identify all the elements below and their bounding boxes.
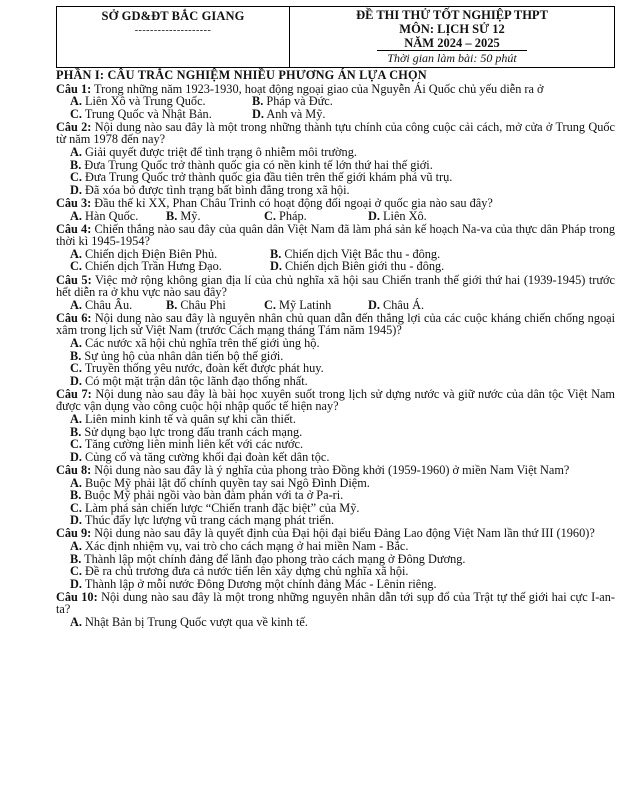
question-label: Câu 9: — [56, 526, 92, 541]
question-text: Nội dung nào sau đây là một trong những nguyên nhân dẫn tới sụp đổ của Trật tự thế giới hai cực I-an-ta? — [56, 589, 615, 617]
options-row — [56, 108, 615, 121]
question-label: Câu 7: — [56, 386, 92, 401]
exam-subject: MÔN: LỊCH SỬ 12 — [399, 22, 505, 36]
exam-header — [56, 6, 615, 68]
exam-title: ĐỀ THI THỬ TỐT NGHIỆP THPT — [356, 8, 548, 22]
option-c: C. Làm phá sản chiến lược “Chiến tranh đặc biệt” của Mỹ. — [70, 500, 360, 515]
question-4 — [56, 223, 615, 248]
org-underline: -------------------- — [134, 25, 212, 36]
option-a: A. Chiến dịch Điện Biên Phủ. — [70, 246, 218, 261]
question-text: Nội dung nào sau đây là ý nghĩa của phong trào Đồng khởi (1959-1960) ở miền Nam Việt Nam? — [91, 462, 570, 477]
option-a: A. Giải quyết được triệt để tình trạng ô nhiễm môi trường. — [70, 145, 357, 160]
option-b: B. Sự ủng hộ của nhân dân tiến bộ thế giới. — [70, 348, 284, 363]
question-2 — [56, 121, 615, 146]
question-text: Việc mở rộng không gian địa lí của chủ nghĩa xã hội sau Chiến tranh thế giới thứ hai (1939-1945) trước hết diễn ra ở khu vực nào sau đây? — [56, 272, 616, 300]
question-5 — [56, 274, 615, 299]
option-a: A. Nhật Bản bị Trung Quốc vượt qua về kinh tế. — [70, 615, 308, 630]
option-b: B. Đưa Trung Quốc trở thành quốc gia có nền kinh tế lớn thứ hai thế giới. — [70, 157, 433, 172]
part-title: PHẦN I: CÂU TRẮC NGHIỆM NHIỀU PHƯƠNG ÁN LỰA CHỌN — [56, 68, 427, 82]
exam-time: Thời gian làm bài: 50 phút — [387, 51, 517, 65]
question-label: Câu 4: — [56, 221, 92, 236]
exam-content — [56, 69, 615, 629]
option-b: B. Thành lập một chính đảng để lãnh đạo phong trào cách mạng ở Đông Dương. — [70, 551, 466, 566]
option-c: C. Chiến dịch Trần Hưng Đạo. — [70, 259, 222, 274]
option-d: D. Liên Xô. — [368, 208, 427, 223]
question-text: Đầu thế kỉ XX, Phan Châu Trinh có hoạt động đối ngoại ở quốc gia nào sau đây? — [91, 195, 493, 210]
option-a: A. Buộc Mỹ phải lật đổ chính quyền tay sai Ngô Đình Diệm. — [70, 475, 370, 490]
option-c: C. Tăng cường liên minh liên kết với các nước. — [70, 437, 304, 452]
question-label: Câu 10: — [56, 589, 98, 604]
question-text: Nội dung nào sau đây là quyết định của Đại hội đại biểu Đảng Lao động Việt Nam lần thứ III (1960)? — [91, 526, 595, 541]
question-text: Trong những năm 1923-1930, hoạt động ngoại giao của Nguyễn Ái Quốc chủ yếu diễn ra ở — [91, 81, 544, 96]
question-label: Câu 3: — [56, 195, 92, 210]
question-text: Chiến thắng nào sau đây của quân dân Việt Nam đã làm phá sản kế hoạch Na-va của thực dân Pháp trong thời kì 1945-1954? — [56, 221, 615, 249]
question-10 — [56, 591, 615, 616]
option-d: D. Thành lập ở mỗi nước Đông Dương một chính đảng Mác - Lênin riêng. — [70, 576, 437, 591]
question-text: Nội dung nào sau đây là nguyên nhân chủ quan dẫn đến thắng lợi của các cuộc kháng chiến chống ngoại xâm trong lịch sử Việt Nam (trước Cách mạng tháng Tám năm 1945)? — [56, 310, 615, 338]
question-label: Câu 6: — [56, 310, 92, 325]
options-row — [56, 299, 615, 312]
header-org-cell — [57, 7, 290, 67]
question-text: Nội dung nào sau đây là một trong những thành tựu chính của công cuộc cải cách, mở cửa ở Trung Quốc từ năm 1978 đến nay? — [56, 119, 615, 147]
option-d: D. Chiến dịch Biên giới thu - đông. — [270, 259, 445, 274]
org-name: SỞ GD&ĐT BẮC GIANG — [101, 9, 245, 23]
option-b: B. Chiến dịch Việt Bắc thu - đông. — [270, 246, 441, 261]
option-c: C. Trung Quốc và Nhật Bản. — [70, 106, 212, 121]
question-label: Câu 8: — [56, 462, 92, 477]
question-3 — [56, 197, 615, 210]
option-a: A. Xác định nhiệm vụ, vai trò cho cách mạng ở hai miền Nam - Bắc. — [70, 538, 409, 553]
option-a: A. Liên minh kinh tế và quân sự khi cần thiết. — [70, 412, 296, 427]
option-d: D. Đã xóa bỏ được tình trạng bất bình đẳng trong xã hội. — [70, 182, 350, 197]
option-b: B. Sử dụng bạo lực trong đấu tranh cách mạng. — [70, 424, 303, 439]
option-a: A. Hàn Quốc. — [70, 208, 139, 223]
question-label: Câu 5: — [56, 272, 92, 287]
options-row — [56, 210, 615, 223]
question-label: Câu 1: — [56, 81, 92, 96]
option-d: D. Châu Á. — [368, 297, 425, 312]
question-label: Câu 2: — [56, 119, 92, 134]
option-d: D. Củng cố và tăng cường khối đại đoàn kết dân tộc. — [70, 449, 330, 464]
question-text: Nội dung nào sau đây là bài học xuyên suốt trong lịch sử dựng nước và giữ nước của dân tộc Việt Nam được vận dụng vào công cuộc hội nhập quốc tế hiện nay? — [56, 386, 615, 414]
exam-year: NĂM 2024 – 2025 — [404, 36, 500, 50]
option-d: D. Thúc đẩy lực lượng vũ trang cách mạng phát triển. — [70, 513, 335, 528]
question-7 — [56, 388, 615, 413]
option-c: C. Đề ra chủ trương đưa cả nước tiến lên xây dựng chủ nghĩa xã hội. — [70, 564, 409, 579]
option-b: B. Mỹ. — [166, 208, 201, 223]
option-a: A. Châu Âu. — [70, 297, 133, 312]
option-c: C. Đưa Trung Quốc trở thành quốc gia đầu tiên trên thế giới khám phá vũ trụ. — [70, 170, 453, 185]
options-row — [56, 260, 615, 273]
option-a: A. Liên Xô và Trung Quốc. — [70, 94, 206, 109]
header-title-cell — [290, 7, 614, 67]
option-c: C. Pháp. — [264, 208, 307, 223]
option-c: C. Mỹ Latinh — [264, 297, 332, 312]
option-b: B. Buộc Mỹ phải ngồi vào bàn đàm phán với ta ở Pa-ri. — [70, 488, 344, 503]
option-c: C. Truyền thống yêu nước, đoàn kết được phát huy. — [70, 361, 324, 376]
option-b: B. Châu Phi — [166, 297, 226, 312]
question-6 — [56, 312, 615, 337]
option-d: D. Anh và Mỹ. — [252, 106, 326, 121]
option-b: B. Pháp và Đức. — [252, 94, 333, 109]
option-a: A. Các nước xã hội chủ nghĩa trên thế giới ủng hộ. — [70, 335, 320, 350]
option-d: D. Có một mặt trận dân tộc lãnh đạo thống nhất. — [70, 373, 308, 388]
